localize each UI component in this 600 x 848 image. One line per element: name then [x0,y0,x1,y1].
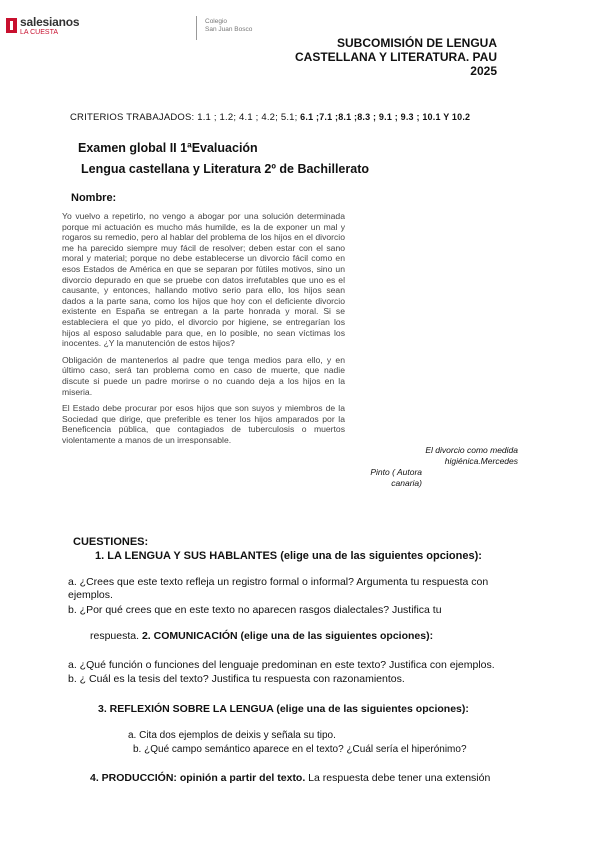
criteria-prefix: CRITERIOS TRABAJADOS: 1.1 ; 1.2; 4.1 ; 4.2; 5.1; [70,112,298,123]
question-1b-line2: respuesta. [90,630,140,642]
name-label: Nombre: [71,192,117,204]
section-1-title: 1. LA LENGUA Y SUS HABLANTES (elige una de las siguientes opciones): [95,550,482,562]
brand-name: salesianos [20,15,80,29]
question-2b: b. ¿ Cuál es la tesis del texto? Justifica tu respuesta con razonamientos. [68,673,405,685]
section-4-title: 4. PRODUCCIÓN: opinión a partir del texto. [90,772,306,784]
question-3a: a. Cita dos ejemplos de deixis y señala su tipo. [128,730,336,741]
question-1a-line1: a. ¿Crees que este texto refleja un registro formal o informal? Argumenta tu respuesta con [68,576,489,588]
passage-paragraph-3: El Estado debe procurar por esos hijos que son suyos y miembros de la Sociedad que dirige, que preferible es tener los hijos amparados por la Beneficencia pública, que contagiados de tuberculosis o muertos violentamente a manos de un irresponsable. [62,403,345,445]
reading-passage [62,211,345,451]
colegio-line1: Colegio [205,18,228,25]
question-2a: a. ¿Qué función o funciones del lenguaje predominan en este texto? Justifica con ejemplos. [68,659,495,671]
question-3b: b. ¿Qué campo semántico aparece en el texto? ¿Cuál sería el hiperónimo? [133,744,467,755]
header-title-line2: CASTELLANA Y LITERATURA. PAU [294,50,497,64]
source-line1: El divorcio como medida [425,445,518,455]
exam-subject: Lengua castellana y Literatura 2º de Bachillerato [81,162,370,176]
passage-paragraph-2: Obligación de mantenerlos al padre que tenga medios para ello, y en último caso, será tan problema como en caso de muerte, que nadie discute si puede un padre morirse o no cuando deja a los hijos en la miseria. [62,354,345,397]
criteria-bold: 6.1 ;7.1 ;8.1 ;8.3 ; 9.1 ; 9.3 ; 10.1 Y 10.2 [297,112,471,122]
source-line3: Pinto ( Autora [370,467,422,477]
question-1a-line2: ejemplos. [68,589,113,601]
section-4 [90,772,540,785]
passage-paragraph-1: Yo vuelvo a repetirlo, no vengo a abogar por una solución determinada porque mi actuación es mucho más humilde, es la de exponer un mal y rogaros su remedio, pero al hablar del problema de los hijos en el divorcio me ha parecido siempre muy fácil de resolver; deben estar con el sano moral y material; porque no debe establecerse un divorcio fácil como en esos Estados de América en que se separan por fútiles motivos, sino un divorcio depurado en que se pruebe con datos irrefutables que uno es el causante, y entonces, hallando motivo serio para ello, los hijos sean dados a la parte sana, como los hijos que hoy con el deficiente divorcio existente en España se entregan a la parte honrada y moral. Si se estableciera el que yo pido, el divorcio por higiene, se entregarían los hijos al esposo saludable para que, en lo posible, no sean víctimas los inocentes. ¿Y la manutención de estos hijos? [62,211,345,349]
source-line4: canaria) [391,478,422,488]
section-2-title: 2. COMUNICACIÓN (elige una de las siguientes opciones): [141,630,434,642]
school-logo-icon [6,18,17,33]
passage-source [355,445,518,489]
question-1a [68,576,518,602]
logo-divider [196,16,197,40]
colegio-label [205,18,252,34]
criteria-line [70,112,470,123]
question-1b: b. ¿Por qué crees que en este texto no aparecen rasgos dialectales? Justifica tu [68,604,442,616]
header-title-line3: 2025 [470,64,497,78]
brand-subtitle: LA CUESTA [20,29,58,36]
section-3-title: 3. REFLEXIÓN SOBRE LA LENGUA (elige una de las siguientes opciones): [98,703,469,715]
source-line2: higiénica.Mercedes [444,456,518,466]
questions-heading: CUESTIONES: [73,536,149,548]
question-1b-continuation [90,630,540,643]
header-title-line1: SUBCOMISIÓN DE LENGUA [336,36,497,50]
document-header-title [295,36,497,78]
exam-title: Examen global II 1ªEvaluación [78,141,258,155]
section-4-text: La respuesta debe tener una extensión [305,772,491,784]
colegio-line2: San Juan Bosco [205,26,253,33]
